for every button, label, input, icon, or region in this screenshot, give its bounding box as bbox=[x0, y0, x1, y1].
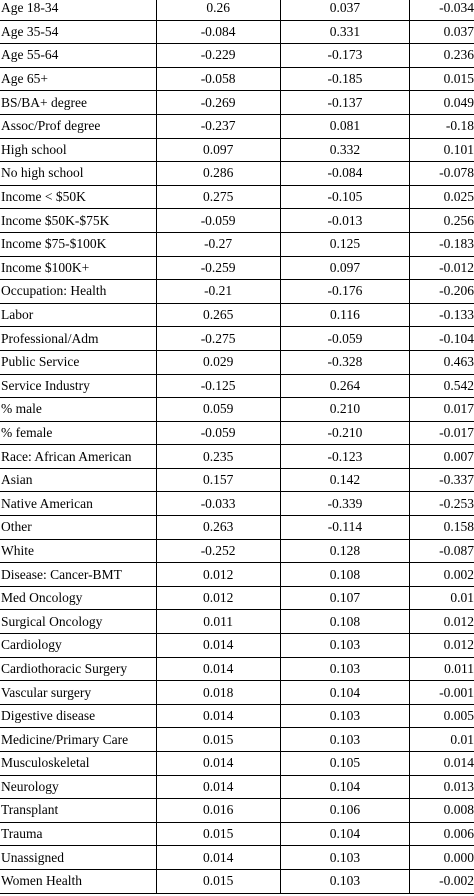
row-label: Public Service bbox=[0, 350, 156, 374]
row-label: Other bbox=[0, 516, 156, 540]
value-col-1: -0.033 bbox=[156, 492, 280, 516]
value-col-1: -0.058 bbox=[156, 67, 280, 91]
row-label: Vascular surgery bbox=[0, 681, 156, 705]
value-col-3: -0.337 bbox=[410, 468, 474, 492]
value-col-2: 0.264 bbox=[280, 374, 410, 398]
value-col-1: 0.059 bbox=[156, 398, 280, 422]
row-label: Age 65+ bbox=[0, 67, 156, 91]
value-col-3: -0.18 bbox=[410, 114, 474, 138]
value-col-1: 0.275 bbox=[156, 185, 280, 209]
value-col-2: -0.114 bbox=[280, 516, 410, 540]
value-col-1: 0.014 bbox=[156, 704, 280, 728]
value-col-2: 0.210 bbox=[280, 398, 410, 422]
table-row bbox=[0, 0, 474, 20]
value-col-1: 0.018 bbox=[156, 681, 280, 705]
value-col-2: -0.185 bbox=[280, 67, 410, 91]
value-col-1: 0.011 bbox=[156, 610, 280, 634]
row-label: Income < $50K bbox=[0, 185, 156, 209]
value-col-3: 0.049 bbox=[410, 91, 474, 115]
table-row bbox=[0, 374, 474, 398]
row-label: Transplant bbox=[0, 799, 156, 823]
value-col-3: -0.087 bbox=[410, 539, 474, 563]
row-label: Med Oncology bbox=[0, 586, 156, 610]
value-col-1: 0.26 bbox=[156, 0, 280, 20]
value-col-2: -0.210 bbox=[280, 421, 410, 445]
row-label: Digestive disease bbox=[0, 704, 156, 728]
value-col-2: -0.137 bbox=[280, 91, 410, 115]
value-col-3: 0.158 bbox=[410, 516, 474, 540]
table-row bbox=[0, 681, 474, 705]
row-label: Income $50K-$75K bbox=[0, 209, 156, 233]
value-col-1: -0.237 bbox=[156, 114, 280, 138]
value-col-1: 0.014 bbox=[156, 846, 280, 870]
table-row bbox=[0, 516, 474, 540]
value-col-3: -0.133 bbox=[410, 303, 474, 327]
value-col-3: 0.007 bbox=[410, 445, 474, 469]
row-label: Occupation: Health bbox=[0, 280, 156, 304]
value-col-3: -0.253 bbox=[410, 492, 474, 516]
table-row bbox=[0, 185, 474, 209]
value-col-2: -0.084 bbox=[280, 162, 410, 186]
value-col-3: -0.206 bbox=[410, 280, 474, 304]
value-col-1: -0.125 bbox=[156, 374, 280, 398]
value-col-1: 0.016 bbox=[156, 799, 280, 823]
table-row bbox=[0, 869, 474, 893]
table-row bbox=[0, 657, 474, 681]
row-label: Unassigned bbox=[0, 846, 156, 870]
value-col-2: 0.105 bbox=[280, 752, 410, 776]
row-label: Musculoskeletal bbox=[0, 752, 156, 776]
value-col-3: -0.034 bbox=[410, 0, 474, 20]
value-col-2: 0.142 bbox=[280, 468, 410, 492]
table-row bbox=[0, 114, 474, 138]
value-col-2: 0.103 bbox=[280, 869, 410, 893]
value-col-1: 0.014 bbox=[156, 752, 280, 776]
value-col-3: 0.005 bbox=[410, 704, 474, 728]
value-col-2: -0.339 bbox=[280, 492, 410, 516]
value-col-2: 0.104 bbox=[280, 822, 410, 846]
value-col-2: 0.037 bbox=[280, 0, 410, 20]
row-label: Age 55-64 bbox=[0, 44, 156, 68]
value-col-1: 0.263 bbox=[156, 516, 280, 540]
value-col-2: 0.103 bbox=[280, 657, 410, 681]
value-col-3: 0.015 bbox=[410, 67, 474, 91]
value-col-2: 0.104 bbox=[280, 681, 410, 705]
value-col-2: 0.104 bbox=[280, 775, 410, 799]
value-col-3: 0.000 bbox=[410, 846, 474, 870]
value-col-1: -0.059 bbox=[156, 209, 280, 233]
row-label: High school bbox=[0, 138, 156, 162]
value-col-2: 0.125 bbox=[280, 232, 410, 256]
value-col-3: 0.01 bbox=[410, 586, 474, 610]
value-col-2: 0.103 bbox=[280, 728, 410, 752]
row-label: Race: African American bbox=[0, 445, 156, 469]
value-col-2: -0.123 bbox=[280, 445, 410, 469]
value-col-1: 0.015 bbox=[156, 869, 280, 893]
table-row bbox=[0, 162, 474, 186]
row-label: Assoc/Prof degree bbox=[0, 114, 156, 138]
table-row bbox=[0, 563, 474, 587]
value-col-3: 0.008 bbox=[410, 799, 474, 823]
value-col-1: 0.097 bbox=[156, 138, 280, 162]
row-label: Disease: Cancer-BMT bbox=[0, 563, 156, 587]
row-label: Cardiology bbox=[0, 634, 156, 658]
value-col-2: -0.059 bbox=[280, 327, 410, 351]
row-label: Asian bbox=[0, 468, 156, 492]
value-col-1: -0.21 bbox=[156, 280, 280, 304]
value-col-2: -0.328 bbox=[280, 350, 410, 374]
value-col-3: 0.012 bbox=[410, 634, 474, 658]
value-col-1: -0.084 bbox=[156, 20, 280, 44]
table-row bbox=[0, 209, 474, 233]
value-col-2: -0.013 bbox=[280, 209, 410, 233]
row-label: Cardiothoracic Surgery bbox=[0, 657, 156, 681]
row-label: Native American bbox=[0, 492, 156, 516]
row-label: Trauma bbox=[0, 822, 156, 846]
value-col-3: 0.014 bbox=[410, 752, 474, 776]
row-label: Medicine/Primary Care bbox=[0, 728, 156, 752]
table-row bbox=[0, 610, 474, 634]
table-row bbox=[0, 303, 474, 327]
value-col-3: -0.012 bbox=[410, 256, 474, 280]
value-col-2: -0.105 bbox=[280, 185, 410, 209]
value-col-1: -0.229 bbox=[156, 44, 280, 68]
value-col-1: -0.275 bbox=[156, 327, 280, 351]
table-row bbox=[0, 775, 474, 799]
table-row bbox=[0, 586, 474, 610]
value-col-3: -0.002 bbox=[410, 869, 474, 893]
table-row bbox=[0, 539, 474, 563]
value-col-2: 0.108 bbox=[280, 563, 410, 587]
row-label: BS/BA+ degree bbox=[0, 91, 156, 115]
value-col-3: -0.183 bbox=[410, 232, 474, 256]
value-col-2: -0.173 bbox=[280, 44, 410, 68]
value-col-2: 0.097 bbox=[280, 256, 410, 280]
table-row bbox=[0, 256, 474, 280]
value-col-3: -0.017 bbox=[410, 421, 474, 445]
value-col-3: 0.025 bbox=[410, 185, 474, 209]
value-col-1: -0.252 bbox=[156, 539, 280, 563]
value-col-1: 0.286 bbox=[156, 162, 280, 186]
value-col-1: 0.012 bbox=[156, 586, 280, 610]
table-row bbox=[0, 280, 474, 304]
value-col-3: 0.013 bbox=[410, 775, 474, 799]
value-col-1: -0.059 bbox=[156, 421, 280, 445]
value-col-1: 0.015 bbox=[156, 728, 280, 752]
table-row bbox=[0, 350, 474, 374]
value-col-2: 0.128 bbox=[280, 539, 410, 563]
value-col-1: 0.235 bbox=[156, 445, 280, 469]
value-col-1: 0.015 bbox=[156, 822, 280, 846]
row-label: Labor bbox=[0, 303, 156, 327]
value-col-2: 0.081 bbox=[280, 114, 410, 138]
table-row bbox=[0, 398, 474, 422]
value-col-2: 0.331 bbox=[280, 20, 410, 44]
value-col-3: 0.256 bbox=[410, 209, 474, 233]
value-col-2: 0.332 bbox=[280, 138, 410, 162]
table-row bbox=[0, 846, 474, 870]
table-row bbox=[0, 799, 474, 823]
table-row bbox=[0, 728, 474, 752]
value-col-2: 0.103 bbox=[280, 704, 410, 728]
value-col-3: 0.01 bbox=[410, 728, 474, 752]
table-row bbox=[0, 492, 474, 516]
value-col-2: 0.103 bbox=[280, 634, 410, 658]
row-label: White bbox=[0, 539, 156, 563]
value-col-1: 0.029 bbox=[156, 350, 280, 374]
row-label: Professional/Adm bbox=[0, 327, 156, 351]
table-row bbox=[0, 704, 474, 728]
table-row bbox=[0, 138, 474, 162]
table-row bbox=[0, 327, 474, 351]
value-col-3: -0.078 bbox=[410, 162, 474, 186]
table-row bbox=[0, 752, 474, 776]
row-label: Income $75-$100K bbox=[0, 232, 156, 256]
table-row bbox=[0, 20, 474, 44]
value-col-1: 0.014 bbox=[156, 775, 280, 799]
value-col-2: 0.107 bbox=[280, 586, 410, 610]
value-col-3: 0.002 bbox=[410, 563, 474, 587]
table-row bbox=[0, 44, 474, 68]
value-col-2: 0.106 bbox=[280, 799, 410, 823]
value-col-1: 0.157 bbox=[156, 468, 280, 492]
row-label: Service Industry bbox=[0, 374, 156, 398]
row-label: Women Health bbox=[0, 869, 156, 893]
value-col-3: 0.006 bbox=[410, 822, 474, 846]
value-col-1: -0.259 bbox=[156, 256, 280, 280]
value-col-3: 0.101 bbox=[410, 138, 474, 162]
value-col-1: -0.269 bbox=[156, 91, 280, 115]
value-col-3: -0.104 bbox=[410, 327, 474, 351]
table-row bbox=[0, 232, 474, 256]
row-label: % male bbox=[0, 398, 156, 422]
row-label: % female bbox=[0, 421, 156, 445]
value-col-2: -0.176 bbox=[280, 280, 410, 304]
row-label: Age 35-54 bbox=[0, 20, 156, 44]
row-label: Neurology bbox=[0, 775, 156, 799]
value-col-1: 0.014 bbox=[156, 657, 280, 681]
table-row bbox=[0, 634, 474, 658]
value-col-3: 0.011 bbox=[410, 657, 474, 681]
value-col-1: 0.265 bbox=[156, 303, 280, 327]
value-col-2: 0.116 bbox=[280, 303, 410, 327]
value-col-3: 0.542 bbox=[410, 374, 474, 398]
value-col-1: 0.014 bbox=[156, 634, 280, 658]
value-col-3: 0.017 bbox=[410, 398, 474, 422]
table-row bbox=[0, 91, 474, 115]
row-label: Age 18-34 bbox=[0, 0, 156, 20]
table-row bbox=[0, 421, 474, 445]
row-label: No high school bbox=[0, 162, 156, 186]
value-col-3: 0.037 bbox=[410, 20, 474, 44]
value-col-1: -0.27 bbox=[156, 232, 280, 256]
value-col-3: 0.463 bbox=[410, 350, 474, 374]
value-col-1: 0.012 bbox=[156, 563, 280, 587]
table-row bbox=[0, 67, 474, 91]
value-col-2: 0.108 bbox=[280, 610, 410, 634]
row-label: Surgical Oncology bbox=[0, 610, 156, 634]
row-label: Income $100K+ bbox=[0, 256, 156, 280]
table-row bbox=[0, 822, 474, 846]
table-row bbox=[0, 468, 474, 492]
value-col-3: -0.001 bbox=[410, 681, 474, 705]
table-row bbox=[0, 445, 474, 469]
value-col-3: 0.012 bbox=[410, 610, 474, 634]
value-col-3: 0.236 bbox=[410, 44, 474, 68]
value-col-2: 0.103 bbox=[280, 846, 410, 870]
